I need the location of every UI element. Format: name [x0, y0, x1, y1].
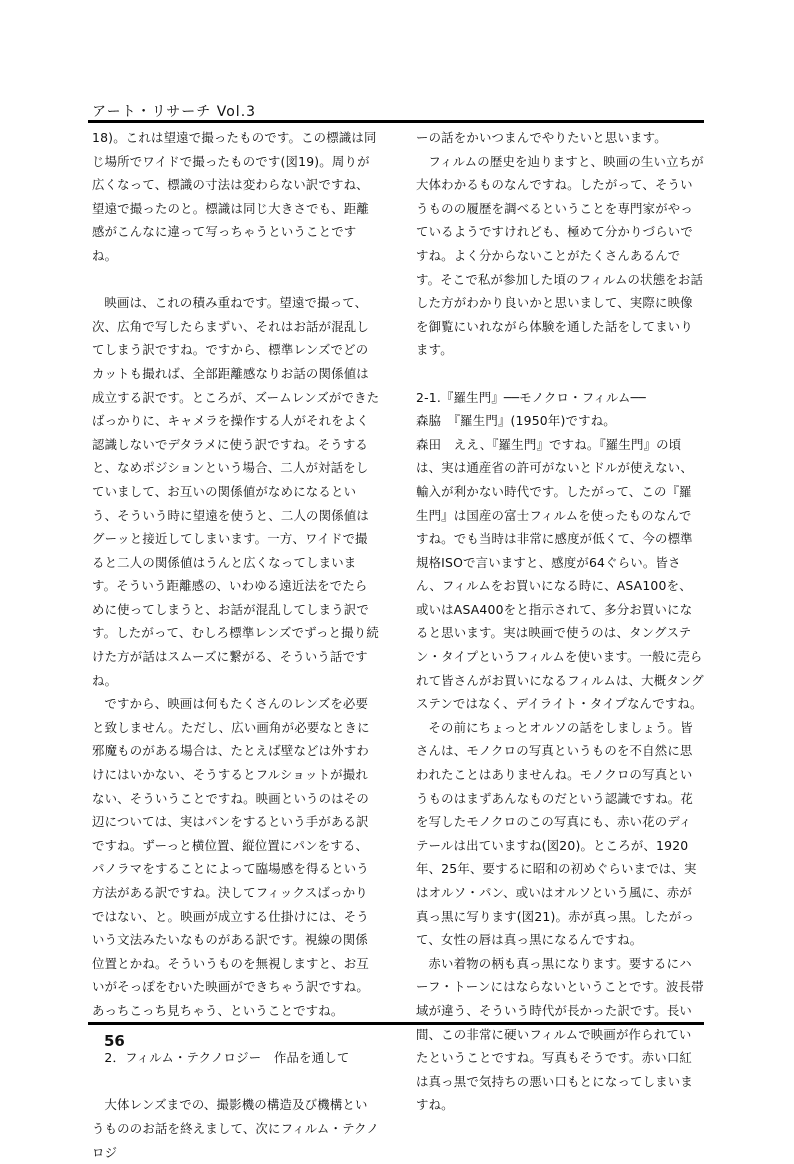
page-number: 56: [104, 1032, 125, 1050]
spacer: [92, 1070, 380, 1094]
spacer: [92, 268, 380, 292]
left-paragraph-3: ですから、映画は何もたくさんのレンズを必要と致しません。ただし、広い画角が必要なときに邪魔ものがある場合は、たとえば壁などは外すわけにはいかない、そうするとフルショットが撮れない、そういうことですね。映画というのはその辺については、実はパンをするという手がある訳ですね。ずーっと横位置、縦位置にパンをする、パノラマをすることによって臨場感を得るという方法がある訳ですね。決してフィックスばっかりではない、と。映画が成立する仕掛けには、そういう文法みたいなものがある訳です。視線の関係位置とかね。そういうものを無視しますと、お互いがそっぽをむいた映画ができちゃう訳ですね。あっちこっち見ちゃう、ということですね。: [92, 696, 370, 1018]
footer-rule: [88, 1022, 704, 1025]
spacer: [416, 362, 704, 386]
speaker-moriwaki: 森脇 『羅生門』(1950年)ですね。: [416, 413, 616, 429]
left-paragraph-2: 映画は、これの積み重ねです。望遠で撮って、次、広角で写したらまずい、それはお話が混乱してしまう訳ですね。ですから、標準レンズでどのカットも撮れば、全部距離感なりお話の関係値は成立する訳です。ところが、ズームレンズができたばっかりに、キャメラを操作する人がそれをよく認識しないでデタラメに使う訳ですね。そうすると、なめポジションという場合、二人が対話をしていまして、お互いの関係値がなめになるという、そういう時に望遠を使うと、二人の関係値はグーッと接近してしまいます。一方、ワイドで撮ると二人の関係値はうんと広くなってしまいます。そういう距離感の、いわゆる遠近法をでたらめに使ってしまうと、お話が混乱してしまう訳です。したがって、むしろ標準レンズでずっと撮り続けた方が話はスムーズに繋がる、そういう話ですね。: [92, 295, 380, 688]
speaker-morita: 森田 ええ、『羅生門』ですね。『羅生門』の頃は、実は通産省の許可がないとドルが使えない、輸入が利かない時代です。したがって、この『羅生門』は国産の富士フィルムを使ったものなんですね。でも当時は非常に感度が低くて、今の標準規格ISOで言いますと、感度が64ぐらい。皆さん、フィルムをお買いになる時に、ASA100を、或いはASA400をと指示されて、多分お買いになると思います。実は映画で使うのは、タングステン・タイプというフィルムを使います。一般に売られて皆さんがお買いになるフィルムは、大概タングステンではなく、デイライト・タイプなんですね。: [416, 436, 704, 712]
right-paragraph-4: 赤い着物の柄も真っ黒になります。要するにハーフ・トーンにはならないということです。波長帯域が違う、そういう時代が長かった訳です。長い間、この非常に硬いフィルムで映画が作られていたということですね。写真もそうです。赤い口紅は真っ黒で気持ちの悪い口もとになってしまいますね。: [416, 955, 704, 1113]
left-column: [92, 126, 380, 1164]
section-heading-2: 2．フィルム・テクノロジー 作品を通して: [104, 1050, 350, 1066]
left-paragraph-1: 18)。これは望遠で撮ったものです。この標識は同じ場所でワイドで撮ったものです(図19)。周りが広くなって、標識の寸法は変わらない訳ですね、望遠で撮ったのと。標識は同じ大きさでも、距離感がこんなに違って写っちゃうということですね。: [92, 130, 377, 263]
right-paragraph-3: その前にちょっとオルソの話をしましょう。皆さんは、モノクロの写真というものを不自然に思われたことはありませんね。モノクロの写真というものはまずあんなものだという認識ですね。花を写したモノクロのこの写真にも、赤い花のディテールは出ていますね(図20)。ところが、1920年、25年、要するに昭和の初めぐらいまでは、実はオルソ・パン、或いはオルソという風に、赤が真っ黒に写ります(図21)。赤が真っ黒。したがって、女性の唇は真っ黒になるんですね。: [416, 719, 697, 948]
right-paragraph-2: フィルムの歴史を辿りますと、映画の生い立ちが大体わかるものなんですね。したがって、そういうものの履歴を調べるということを専門家がやっているようですけれども、極めて分かりづらいですね。よく分からないことがたくさんあるんです。そこで私が参加した頃のフィルムの状態をお話した方がわかり良いかと思いまして、実際に映像を御覧にいれながら体験を通した話をしてまいります。: [416, 153, 704, 358]
running-header: アート・リサーチ Vol.3: [92, 104, 257, 120]
left-paragraph-4: 大体レンズまでの、撮影機の構造及び機構というもののお話を終えまして、次にフィルム・テクノロジ: [92, 1097, 380, 1160]
section-heading-2-1: 2-1.『羅生門』──モノクロ・フィルム──: [416, 389, 646, 405]
spacer: [92, 1023, 380, 1047]
right-paragraph-1: ーの話をかいつまんでやりたいと思います。: [416, 130, 667, 145]
header-rule: [88, 120, 704, 123]
right-column: [416, 126, 704, 1117]
